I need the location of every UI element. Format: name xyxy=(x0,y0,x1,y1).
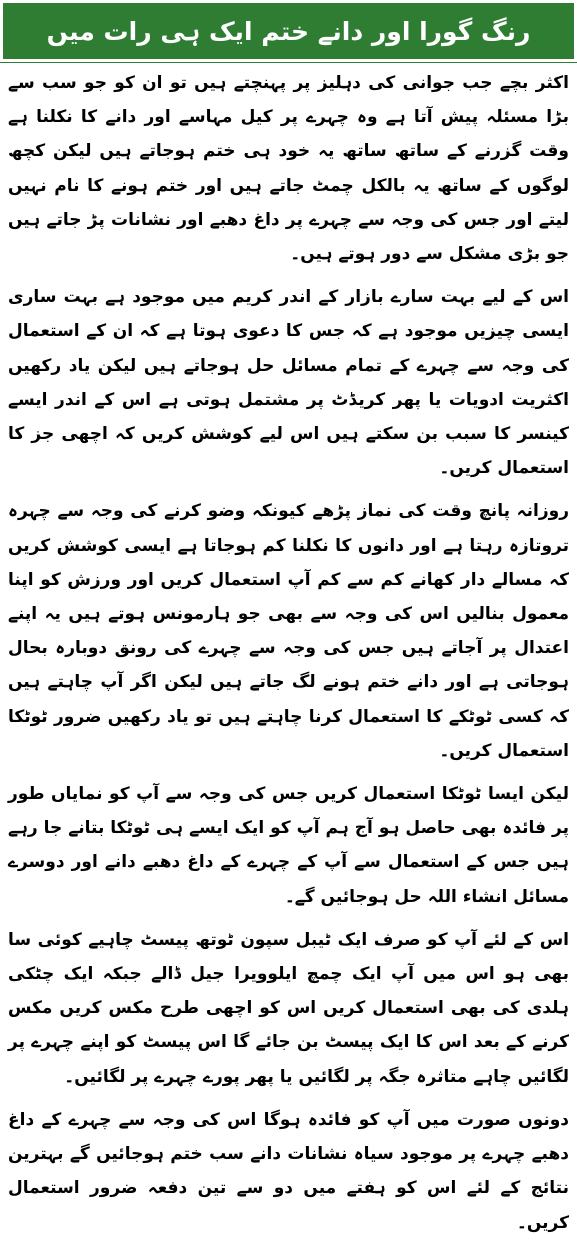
title-banner xyxy=(0,0,577,62)
article-paragraph-5: اس کے لئے آپ کو صرف ایک ٹیبل سپون ٹوتھ پیسٹ چاہیے کوئی سا بھی ہو اس میں آپ ایک چمچ ایلوویرا جیل ڈالے جبکہ ایک چٹکی ہلدی کی بھی استعمال کریں اس کو اچھی طرح مکس کریں مکس کرنے کے بعد اس کا ایک پیسٹ بن جائے گا اس پیسٹ کو اپنے چہرے پر لگائیں چاہے متاثرہ جگہ پر لگائیں یا پھر پورے چہرے پر لگائیں۔ xyxy=(8,929,569,1087)
page-title: رنگ گورا اور دانے ختم ایک ہی رات میں xyxy=(46,16,531,46)
article-paragraph-2: اس کے لیے بہت سارے بازار کے اندر کریم میں موجود ہے بہت ساری ایسی چیزیں موجود ہے کہ جس کا دعوی ہوتا ہے کہ ان کے استعمال کی وجہ سے چہرے کے تمام مسائل حل ہوجاتے ہیں لیکن یاد رکھیں اکثریت ادویات یا پھر کریڈٹ پر مشتمل ہوتی ہے اس کے اندر ایسے کینسر کا سبب بن سکتے ہیں اس لیے کوشش کریں کہ اچھی جز کا استعمال کریں۔ xyxy=(8,287,569,479)
article-paragraph-6: دونوں صورت میں آپ کو فائدہ ہوگا اس کی وجہ سے چہرے کے داغ دھبے چہرے پر موجود سیاہ نشانات دانے سب ختم ہوجائیں گے بہترین نتائج کے لئے اس کو ہفتے میں دو سے تین دفعہ ضرور استعمال کریں۔ xyxy=(8,1109,569,1233)
article-body xyxy=(8,66,569,1249)
article-paragraph-1: اکثر بچے جب جوانی کی دہلیز پر پہنچتے ہیں تو ان کو جو سب سے بڑا مسئلہ پیش آتا ہے وہ چہرے پر کیل مہاسے اور دانے کا نکلنا ہے وقت گزرنے کے ساتھ ساتھ یہ خود ہی ختم ہوجاتے ہیں لیکن کچھ لوگوں کے ساتھ یہ بالکل چمٹ جاتے ہیں اور ختم ہونے کا نام نہیں لیتے اور جس کی وجہ سے چہرے پر داغ دھبے اور نشانات پڑ جاتے ہیں جو بڑی مشکل سے دور ہوتے ہیں۔ xyxy=(8,73,569,265)
article-paragraph-4: لیکن ایسا ٹوٹکا استعمال کریں جس کی وجہ سے آپ کو نمایاں طور پر فائدہ بھی حاصل ہو آج ہم آپ کو ایک ایسے ہی ٹوٹکا بتانے جا رہے ہیں جس کے استعمال سے آپ کے چہرے کے داغ دھبے دانے اور دوسرے مسائل انشاء اللہ حل ہوجائیں گے۔ xyxy=(8,784,569,907)
article-paragraph-3: روزانہ پانچ وقت کی نماز پڑھے کیونکہ وضو کرنے کی وجہ سے چہرہ تروتازہ رہتا ہے اور دانوں کا نکلنا کم ہوجاتا ہے ایسی کوشش کریں کہ مسالے دار کھانے کم سے کم آپ استعمال کریں اور ورزش کو اپنا معمول بنالیں اس کی وجہ سے بھی جو ہارمونس ہوتے ہیں یہ اپنے اعتدال پر آجاتے ہیں جس کی وجہ سے چہرے کی رونق دوبارہ بحال ہوجاتی ہے اور دانے ختم ہونے لگ جاتے ہیں لیکن اگر آپ چاہتے ہیں کہ کسی ٹوٹکے کا استعمال کرنا چاہتے ہیں تو یاد رکھیں ضرور ٹوٹکا استعمال کریں۔ xyxy=(8,501,569,761)
